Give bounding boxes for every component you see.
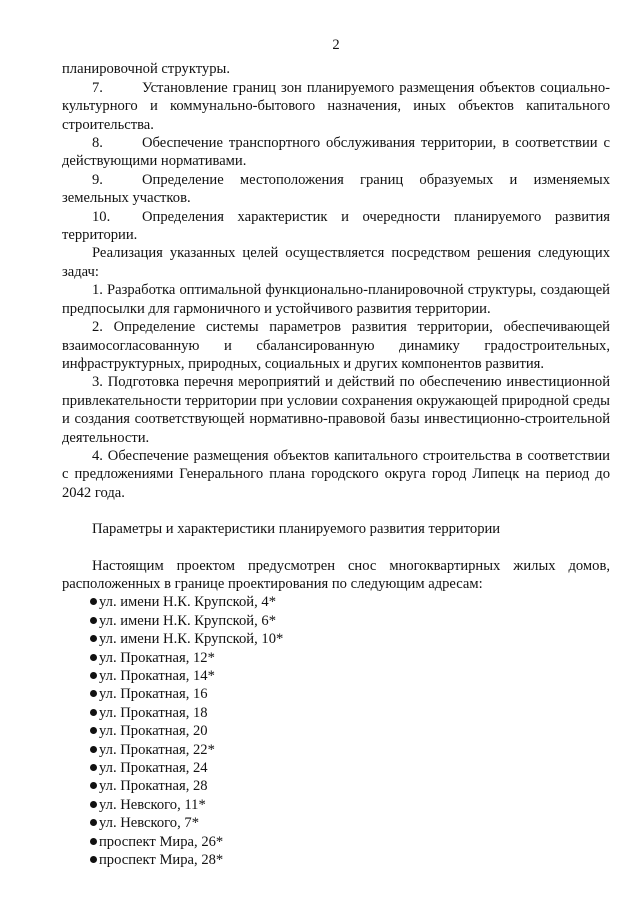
goal-item bbox=[62, 171, 610, 208]
goal-number: 8. bbox=[92, 135, 103, 152]
list-item bbox=[90, 593, 610, 611]
bullet-icon bbox=[90, 856, 97, 863]
bullet-icon bbox=[90, 819, 97, 826]
address-text: ул. Прокатная, 16 bbox=[99, 686, 208, 703]
list-item bbox=[90, 649, 610, 667]
intro-fragment: планировочной структуры. bbox=[62, 61, 230, 78]
bullet-icon bbox=[90, 727, 97, 734]
list-item bbox=[90, 814, 610, 832]
list-item bbox=[90, 777, 610, 795]
bullet-icon bbox=[90, 598, 97, 605]
list-item bbox=[90, 704, 610, 722]
list-item bbox=[90, 685, 610, 703]
list-item bbox=[90, 796, 610, 814]
list-item bbox=[90, 667, 610, 685]
address-text: ул. Прокатная, 12* bbox=[99, 649, 215, 666]
goal-item bbox=[62, 79, 610, 134]
bullet-icon bbox=[90, 690, 97, 697]
address-text: ул. имени Н.К. Крупской, 6* bbox=[99, 612, 277, 629]
bullet-icon bbox=[90, 709, 97, 716]
document-page bbox=[62, 36, 610, 869]
bullet-icon bbox=[90, 746, 97, 753]
list-item bbox=[90, 833, 610, 851]
task-item: 3. Подготовка перечня мероприятий и действий по обеспечению инвестиционной привлекательности территории при условии сохранения окружающей природной среды и создания соответствующей нормативно-правовой базы инвестиционно-строительной деятельности. bbox=[62, 374, 610, 446]
address-text: ул. имени Н.К. Крупской, 4* bbox=[99, 594, 277, 611]
list-item bbox=[90, 612, 610, 630]
demolition-intro: Настоящим проектом предусмотрен снос многоквартирных жилых домов, расположенных в границе проектирования по следующим адресам: bbox=[62, 557, 610, 592]
bullet-icon bbox=[90, 838, 97, 845]
address-text: ул. Прокатная, 20 bbox=[99, 723, 208, 740]
list-item bbox=[90, 630, 610, 648]
bullet-icon bbox=[90, 635, 97, 642]
goal-item bbox=[62, 134, 610, 171]
list-item bbox=[90, 741, 610, 759]
bullet-icon bbox=[90, 654, 97, 661]
list-item bbox=[90, 851, 610, 869]
page-number: 2 bbox=[332, 37, 340, 53]
address-text: ул. Невского, 7* bbox=[99, 815, 199, 832]
goal-text: Обеспечение транспортного обслуживания территории, в соответствии с действующими нормативами. bbox=[62, 135, 610, 170]
task-item: 1. Разработка оптимальной функционально-планировочной структуры, создающей предпосылки для гармоничного и устойчивого развития территории. bbox=[62, 282, 610, 317]
goal-text: Определение местоположения границ образуемых и изменяемых земельных участков. bbox=[62, 171, 610, 207]
address-text: ул. Прокатная, 22* bbox=[99, 741, 215, 758]
goal-number: 9. bbox=[92, 171, 103, 188]
task-item: 4. Обеспечение размещения объектов капитального строительства в соответствии с предложениями Генерального плана городского округа город Липецк на период до 2042 года. bbox=[62, 447, 610, 501]
goal-number: 7. bbox=[92, 79, 103, 96]
address-text: ул. Прокатная, 24 bbox=[99, 760, 208, 777]
bullet-icon bbox=[90, 782, 97, 789]
spacer bbox=[62, 539, 610, 557]
task-item: 2. Определение системы параметров развития территории, обеспечивающей взаимосогласованную и сбалансированную динамику градостроительных, инфраструктурных, природных, социальных и других компонентов развития. bbox=[62, 319, 610, 372]
address-text: ул. Прокатная, 14* bbox=[99, 668, 215, 684]
tasks-intro: Реализация указанных целей осуществляется посредством решения следующих задач: bbox=[62, 245, 610, 280]
address-text: ул. имени Н.К. Крупской, 10* bbox=[99, 631, 284, 648]
address-text: ул. Прокатная, 28 bbox=[99, 778, 208, 795]
goal-text: Определения характеристик и очередности планируемого развития территории. bbox=[62, 208, 610, 244]
list-item bbox=[90, 722, 610, 740]
bullet-icon bbox=[90, 764, 97, 771]
list-item bbox=[90, 759, 610, 777]
bullet-icon bbox=[90, 617, 97, 624]
address-list bbox=[62, 593, 610, 869]
bullet-icon bbox=[90, 672, 97, 679]
bullet-icon bbox=[90, 801, 97, 808]
goal-number: 10. bbox=[92, 208, 111, 225]
address-text: проспект Мира, 26* bbox=[99, 833, 224, 850]
address-text: ул. Невского, 11* bbox=[99, 796, 206, 813]
address-text: ул. Прокатная, 18 bbox=[99, 704, 208, 721]
address-text: проспект Мира, 28* bbox=[99, 852, 224, 869]
goal-text: Установление границ зон планируемого размещения объектов социально-культурного и коммунально-бытового назначения, иных объектов капитального строительства. bbox=[62, 79, 610, 133]
section-heading: Параметры и характеристики планируемого развития территории bbox=[92, 521, 501, 538]
spacer bbox=[62, 502, 610, 520]
goal-item bbox=[62, 208, 610, 245]
